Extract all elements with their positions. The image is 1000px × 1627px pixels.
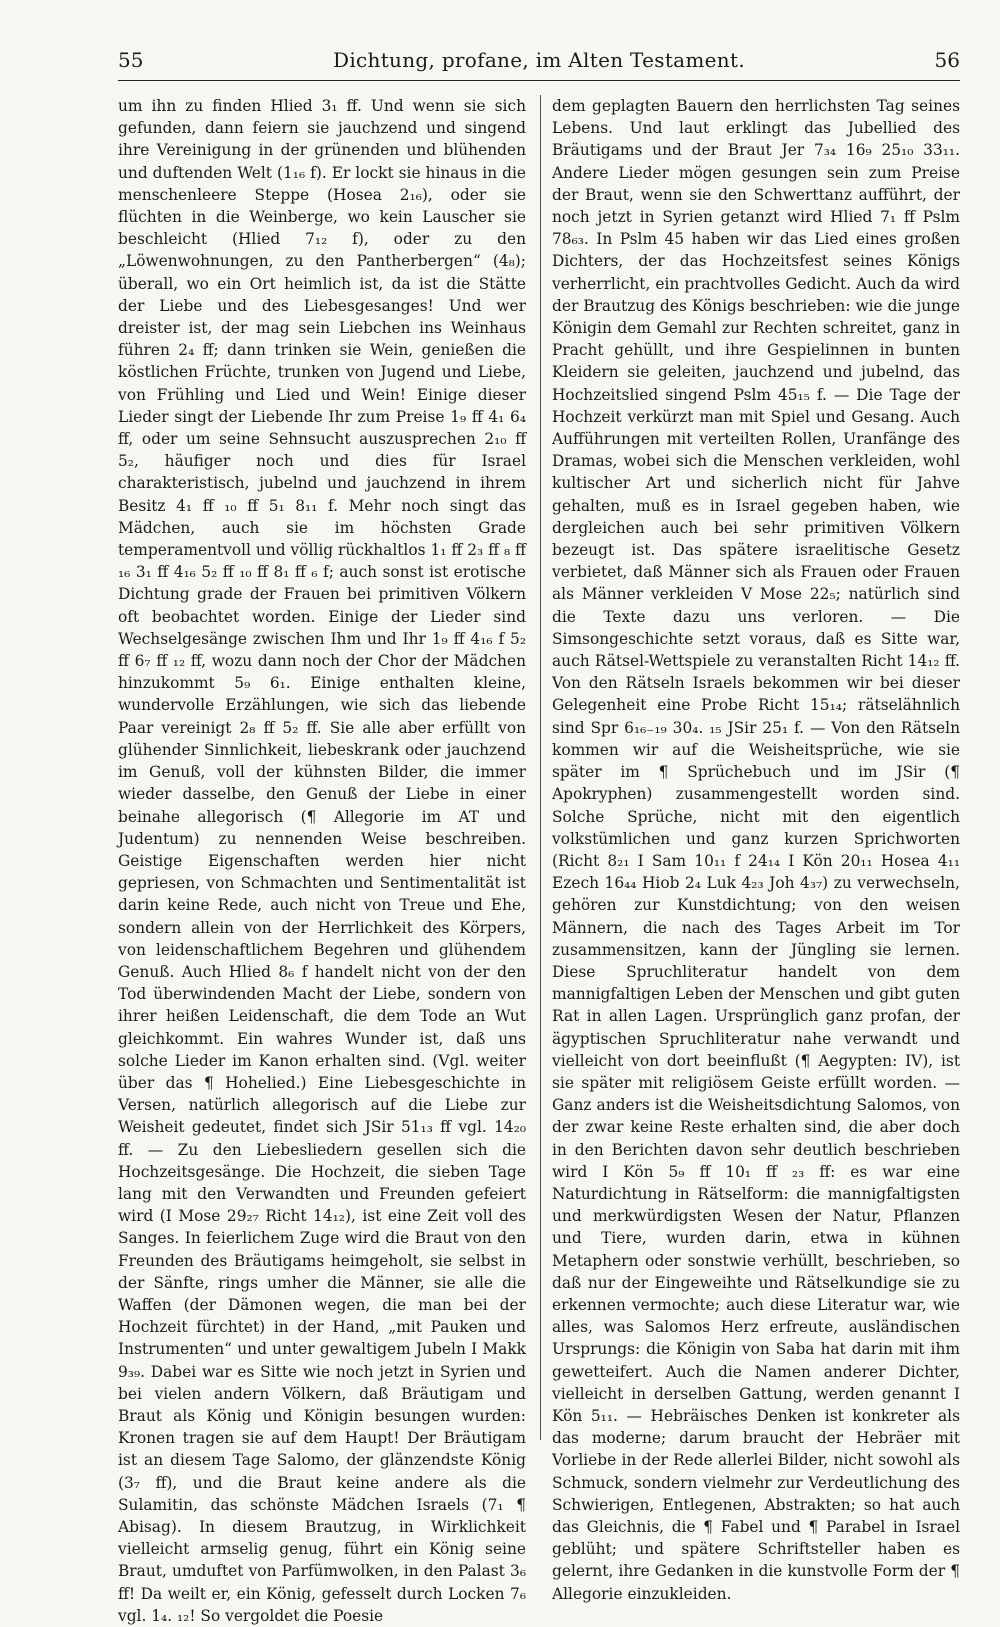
header-rule [118, 80, 960, 81]
column-divider [540, 95, 541, 1440]
right-column [552, 95, 960, 1603]
page-header [118, 48, 960, 78]
right-column-text: dem geplagten Bauern den herrlichsten Tag seines Lebens. Und laut erklingt das Jubellied des Bräutigams und der Braut Jer 7₃₄ 16₉ 25₁₀ 33₁₁. Andere Lieder mögen gesungen sein zum Preise der Braut, wenn sie den Schwerttanz aufführt, der noch jetzt in Syrien getanzt wird Hlied 7₁ ff Pslm 78₆₃. In Pslm 45 haben wir das Lied eines großen Dichters, der das Hochzeitsfest seines Königs verherrlicht, ein prachtvolles Gedicht. Auch da wird der Brautzug des Königs beschrieben: wie die junge Königin dem Gemahl zur Rechten schreitet, ganz in Pracht gehüllt, und ihre Gespielinnen in bunten Kleidern sie geleiten, jauchzend und jubelnd, das Hochzeitslied singend Pslm 45₁₅ f. — Die Tage der Hochzeit verkürzt man mit Spiel und Gesang. Auch Aufführungen mit verteilten Rollen, Uranfänge des Dramas, wobei sich die Menschen verkleiden, wohl kultischer Art und sicherlich nicht für Jahve gehalten, muß es in Israel gegeben haben, wie dergleichen auch bei sehr primitiven Völkern bezeugt ist. Das spätere israelitische Gesetz verbietet, daß Männer sich als Frauen oder Frauen als Männer verkleiden V Mose 22₅; natürlich sind die Texte dazu uns verloren. — Die Simsongeschichte setzt voraus, daß es Sitte war, auch Rätsel-Wettspiele zu veranstalten Richt 14₁₂ ff. Von den Rätseln Israels bekommen wir bei dieser Gelegenheit eine Probe Richt 15₁₄; rätselähnlich sind Spr 6₁₆₋₁₉ 30₄. ₁₅ JSir 25₁ f. — Von den Rätseln kommen wir auf die Weisheitsprüche, wie sie später im ¶ Sprüchebuch und im JSir (¶ Apokryphen) zusammengestellt worden sind. Solche Sprüche, nicht mit den eigentlich volkstümlichen und ganz kurzen Sprichworten (Richt 8₂₁ I Sam 10₁₁ f 24₁₄ I Kön 20₁₁ Hosea 4₁₁ Ezech 16₄₄ Hiob 2₄ Luk 4₂₃ Joh 4₃₇) zu verwechseln, gehören zur Kunstdichtung; von den weisen Männern, die nach des Tages Arbeit im Tor zusammensitzen, kann der Jüngling sie lernen. Diese Spruchliteratur handelt von dem mannigfaltigen Leben der Menschen und gibt guten Rat in allen Lagen. Ursprünglich ganz profan, der ägyptischen Spruchliteratur nahe verwandt und vielleicht von dort beeinflußt (¶ Aegypten: IV), ist sie später mit religiösem Geiste erfüllt worden. — Ganz anders ist die Weisheitsdichtung Salomos, von der zwar keine Reste erhalten sind, die aber doch in den Berichten davon sehr deutlich beschrieben wird I Kön 5₉ ff 10₁ ff ₂₃ ff: es war eine Naturdichtung in Rätselform: die mannigfaltigsten und merkwürdigsten Wesen der Natur, Pflanzen und Tiere, wurden darin, etwa in kühnen Metaphern oder sonstwie verhüllt, beschrieben, so daß nur der Eingeweihte und Rätselkundige sie zu erkennen vermochte; auch diese Literatur war, wie alles, was Salomos Herz erfreute, ausländischen Ursprungs: die Königin von Saba hat darin mit ihm gewetteifert. Auch die Namen anderer Dichter, vielleicht in derselben Gattung, werden genannt I Kön 5₁₁. — Hebräisches Denken ist konkreter als das moderne; darum braucht der Hebräer mit Vorliebe in der Rede allerlei Bilder, nicht sowohl als Schmuck, sondern vielmehr zur Verdeutlichung des Schwierigen, Entlegenen, Abstrakten; so hat auch das Gleichnis, die ¶ Fabel und ¶ Parabel in Israel geblüht; und spätere Schriftsteller haben es gelernt, ihre Gedanken in die kunstvolle Form der ¶ Allegorie einzukleiden. [552, 97, 960, 1603]
running-title: Dichtung, profane, im Alten Testament. [333, 48, 745, 72]
page-number-right: 56 [934, 48, 960, 72]
left-column [118, 95, 526, 1625]
left-column-text: um ihn zu finden Hlied 3₁ ff. Und wenn sie sich gefunden, dann feiern sie jauchzend und singend ihre Vereinigung in der grünenden und blühenden und duftenden Welt (1₁₆ f). Er lockt sie hinaus in die menschenleere Steppe (Hosea 2₁₆), oder sie flüchten in die Weinberge, wo kein Lauscher sie beschleicht (Hlied 7₁₂ f), oder zu den „Löwenwohnungen, zu den Pantherbergen“ (4₈); überall, wo ein Ort heimlich ist, da ist die Stätte der Liebe und des Liebesgesanges! Und wer dreister ist, der mag sein Liebchen ins Weinhaus führen 2₄ ff; dann trinken sie Wein, genießen die köstlichen Früchte, trunken von Jugend und Liebe, von Frühling und Lied und Wein! Einige dieser Lieder singt der Liebende Ihr zum Preise 1₉ ff 4₁ 6₄ ff, oder um seine Sehnsucht auszusprechen 2₁₀ ff 5₂, häufiger noch und dies für Israel charakteristisch, jubelnd und jauchzend in ihrem Besitz 4₁ ff ₁₀ ff 5₁ 8₁₁ f. Mehr noch singt das Mädchen, auch sie im höchsten Grade temperamentvoll und völlig rückhaltlos 1₁ ff 2₃ ff ₈ ff ₁₆ 3₁ ff 4₁₆ 5₂ ff ₁₀ ff 8₁ ff ₆ f; auch sonst ist erotische Dichtung grade der Frauen bei primitiven Völkern oft beobachtet worden. Einige der Lieder sind Wechselgesänge zwischen Ihm und Ihr 1₉ ff 4₁₆ f 5₂ ff 6₇ ff ₁₂ ff, wozu dann noch der Chor der Mädchen hinzukommt 5₉ 6₁. Einige enthalten kleine, wundervolle Erzählungen, wie sich das liebende Paar vereinigt 2₈ ff 5₂ ff. Sie alle aber erfüllt von glühender Sinnlichkeit, liebeskrank oder jauchzend im Genuß, voll der kühnsten Bilder, die immer wieder dasselbe, den Genuß der Liebe in einer beinahe allegorisch (¶ Allegorie im AT und Judentum) zu nennenden Weise beschreiben. Geistige Eigenschaften werden hier nicht gepriesen, von Schmachten und Sentimentalität ist darin keine Rede, auch nicht von Treue und Ehe, sondern allein von der Herrlichkeit des Körpers, von leidenschaftlichem Begehren und glühendem Genuß. Auch Hlied 8₆ f handelt nicht von der den Tod überwindenden Macht der Liebe, sondern von ihrer heißen Leidenschaft, die dem Tode an Wut gleichkommt. Ein wahres Wunder ist, daß uns solche Lieder im Kanon erhalten sind. (Vgl. weiter über das ¶ Hohelied.) Eine Liebesgeschichte in Versen, natürlich allegorisch auf die Liebe zur Weisheit gedeutet, findet sich JSir 51₁₃ ff vgl. 14₂₀ ff. — Zu den Liebesliedern gesellen sich die Hochzeitsgesänge. Die Hochzeit, die sieben Tage lang mit den Verwandten und Freunden gefeiert wird (I Mose 29₂₇ Richt 14₁₂), ist eine Zeit voll des Sanges. In feierlichem Zuge wird die Braut von den Freunden des Bräutigams heimgeholt, sie selbst in der Sänfte, rings umher die Männer, sie alle die Waffen (der Dämonen wegen, die man bei der Hochzeit fürchtet) in der Hand, „mit Pauken und Instrumenten“ und unter gewaltigem Jubeln I Makk 9₃₉. Dabei war es Sitte wie noch jetzt in Syrien und bei vielen andern Völkern, daß Bräutigam und Braut als König und Königin besungen wurden: Kronen tragen sie auf dem Haupt! Der Bräutigam ist an diesem Tage Salomo, der glänzendste König (3₇ ff), und die Braut keine andere als die Sulamitin, das schönste Mädchen Israels (7₁ ¶ Abisag). In diesem Brautzug, in Wirklichkeit vielleicht armselig genug, führt ein König seine Braut, umduftet von Parfümwolken, in den Palast 3₆ ff! Da weilt er, ein König, gefesselt durch Locken 7₆ vgl. 1₄. ₁₂! So vergoldet die Poesie [118, 97, 526, 1625]
page-number-left: 55 [118, 48, 144, 72]
